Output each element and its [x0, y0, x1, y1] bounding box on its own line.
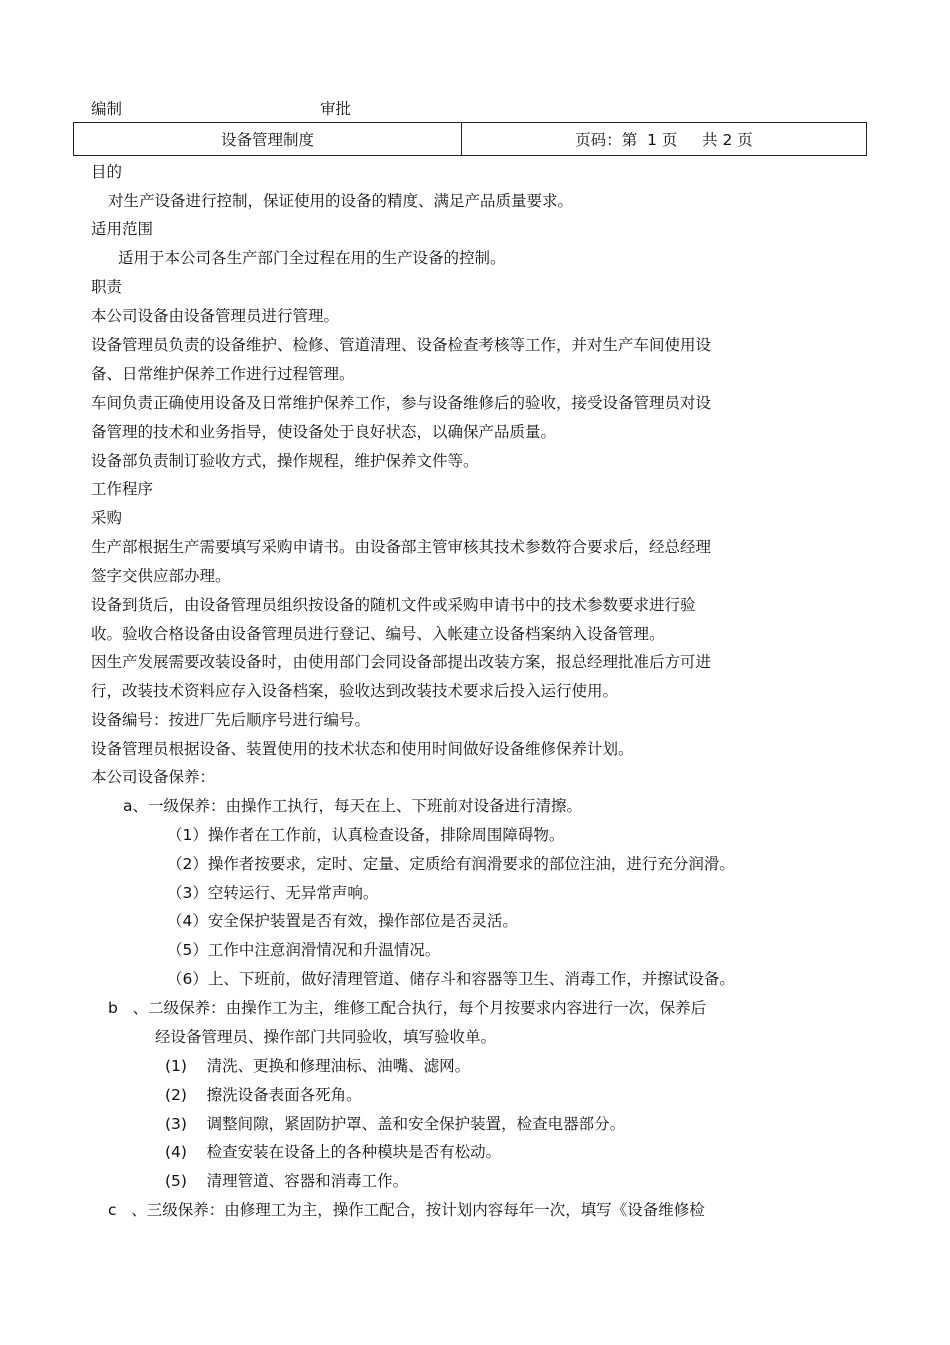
compile-label: 编制 — [91, 100, 123, 118]
list-item: (5) 清理管道、容器和消毒工作。 — [165, 1172, 409, 1190]
paragraph-line: 本公司设备保养： — [91, 768, 216, 786]
paragraph-line: 备、日常维护保养工作进行过程管理。 — [91, 365, 355, 383]
section-heading: 目的 — [91, 163, 123, 181]
section-heading: 适用范围 — [91, 220, 154, 238]
list-item: (1) 清洗、更换和修理油标、油嘴、滤网。 — [165, 1057, 471, 1075]
list-item: （2）操作者按要求，定时、定量、定质给有润滑要求的部位注油，进行充分润滑。 — [167, 855, 735, 873]
list-item: （6）上、下班前，做好清理管道、储存斗和容器等卫生、消毒工作，并擦试设备。 — [167, 970, 735, 988]
page-info: 页码：第 1 页 共 2 页 — [575, 131, 753, 149]
list-item: (2) 擦洗设备表面各死角。 — [165, 1086, 362, 1104]
paragraph-line: 设备部负责制订验收方式，操作规程，维护保养文件等。 — [91, 452, 479, 470]
list-item: a、一级保养：由操作工执行，每天在上、下班前对设备进行清擦。 — [123, 797, 583, 815]
paragraph-line: 设备管理员根据设备、装置使用的技术状态和使用时间做好设备维修保养计划。 — [91, 740, 634, 758]
paragraph-line: 收。验收合格设备由设备管理员进行登记、编号、入帐建立设备档案纳入设备管理。 — [91, 625, 665, 643]
list-item: (4) 检查安装在设备上的各种模块是否有松动。 — [165, 1143, 502, 1161]
list-item: (3) 调整间隙，紧固防护罩、盖和安全保护装置，检查电器部分。 — [165, 1115, 626, 1133]
paragraph-line: 设备编号：按进厂先后顺序号进行编号。 — [91, 711, 371, 729]
paragraph-line: 设备管理员负责的设备维护、检修、管道清理、设备检查考核等工作，并对生产车间使用设 — [91, 336, 712, 354]
paragraph-line: 生产部根据生产需要填写采购申请书。由设备部主管审核其技术参数符合要求后，经总经理 — [91, 538, 712, 556]
list-item: （1）操作者在工作前，认真检查设备，排除周围障碍物。 — [167, 826, 565, 844]
paragraph-line: 行，改装技术资料应存入设备档案，验收达到改装技术要求后投入运行使用。 — [91, 682, 619, 700]
list-item: c 、三级保养：由修理工为主，操作工配合，按计划内容每年一次，填写《设备维修检 — [108, 1201, 705, 1219]
document-header-table — [73, 122, 867, 156]
list-item: （5）工作中注意润滑情况和升温情况。 — [167, 941, 441, 959]
paragraph-line: 备管理的技术和业务指导，使设备处于良好状态，以确保产品质量。 — [91, 423, 557, 441]
paragraph-line: 对生产设备进行控制，保证使用的设备的精度、满足产品质量要求。 — [108, 192, 574, 210]
paragraph-line: 设备到货后，由设备管理员组织按设备的随机文件或采购申请书中的技术参数要求进行验 — [91, 596, 696, 614]
paragraph-line: 车间负责正确使用设备及日常维护保养工作，参与设备维修后的验收，接受设备管理员对设 — [91, 394, 712, 412]
list-item: （3）空转运行、无异常声响。 — [167, 884, 379, 902]
paragraph-line: 因生产发展需要改装设备时，由使用部门会同设备部提出改装方案，报总经理批准后方可进 — [91, 653, 712, 671]
subsection-heading: 采购 — [91, 509, 123, 527]
paragraph-line: 经设备管理员、操作部门共同验收，填写验收单。 — [155, 1028, 497, 1046]
list-item: （4）安全保护装置是否有效，操作部位是否灵活。 — [167, 912, 518, 930]
section-heading: 工作程序 — [91, 480, 154, 498]
paragraph-line: 本公司设备由设备管理员进行管理。 — [91, 307, 340, 325]
paragraph-line: 签字交供应部办理。 — [91, 567, 231, 585]
list-item: b 、二级保养：由操作工为主，维修工配合执行，每个月按要求内容进行一次，保养后 — [108, 999, 707, 1017]
paragraph-line: 适用于本公司各生产部门全过程在用的生产设备的控制。 — [118, 249, 506, 267]
approve-label: 审批 — [320, 100, 352, 118]
section-heading: 职责 — [91, 278, 123, 296]
document-title: 设备管理制度 — [74, 123, 462, 155]
